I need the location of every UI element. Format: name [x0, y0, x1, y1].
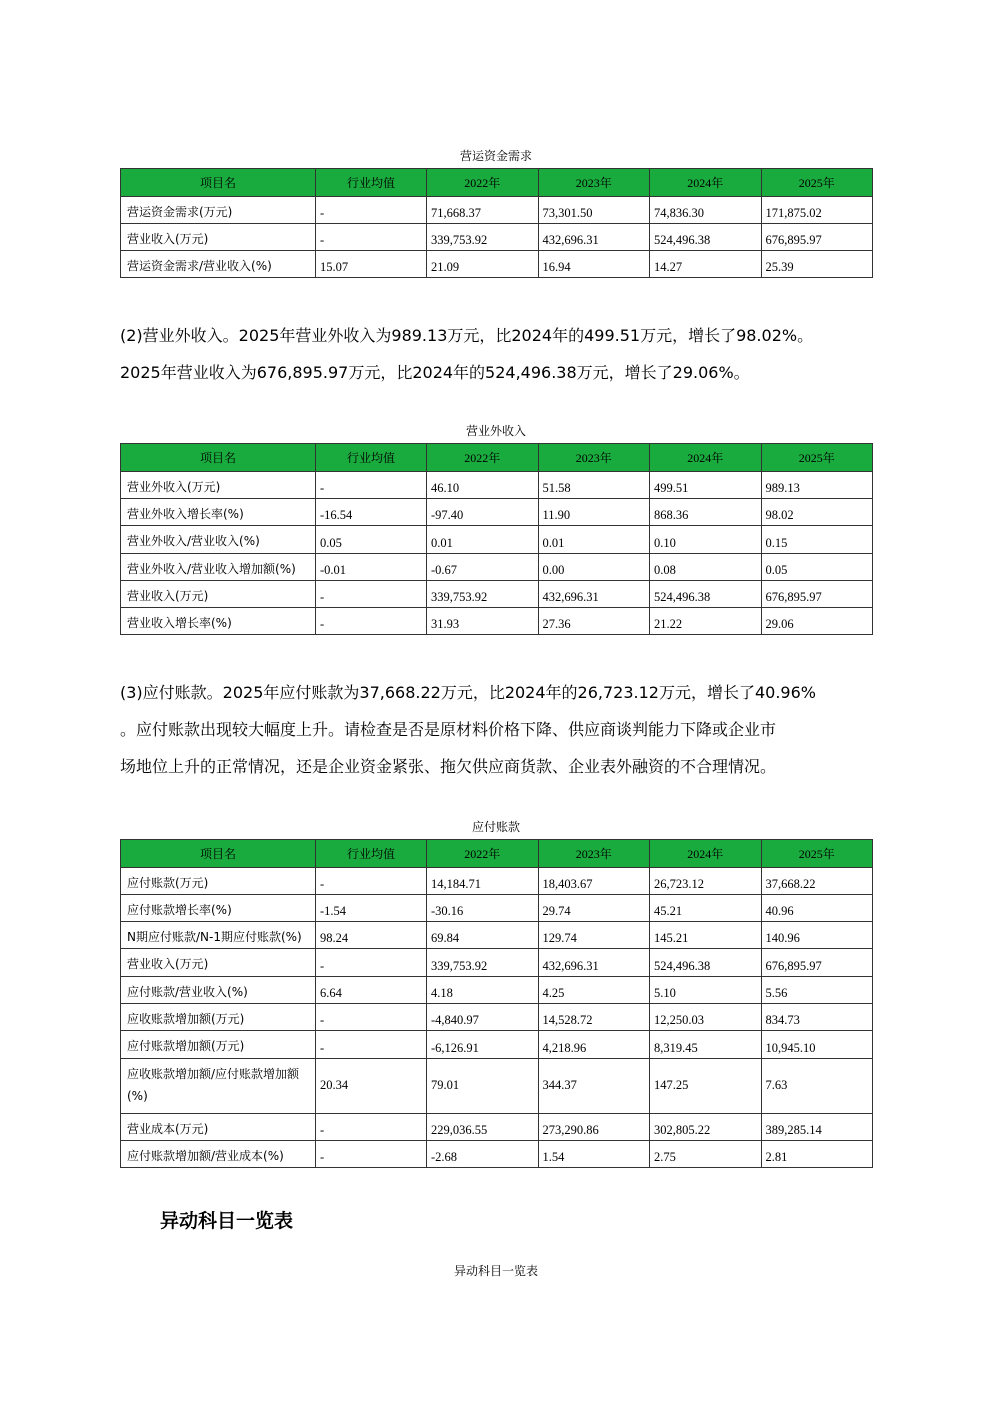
table-cell: 98.02 [761, 499, 873, 526]
column-header: 2023年 [538, 169, 650, 197]
table-cell: 0.15 [761, 526, 873, 554]
table-cell: 6.64 [316, 977, 427, 1004]
table-cell: - [316, 608, 427, 635]
table-cell: - [316, 1031, 427, 1059]
table-row [121, 251, 873, 278]
table-cell: 432,696.31 [538, 581, 650, 608]
table-cell: 676,895.97 [761, 949, 873, 977]
table-cell: 834.73 [761, 1004, 873, 1031]
table-cell: 0.05 [761, 554, 873, 581]
table-cell: 31.93 [427, 608, 539, 635]
table-cell: 0.01 [538, 526, 650, 554]
table-cell: 0.08 [650, 554, 762, 581]
row-label: 应付账款增加额/营业成本(%) [121, 1141, 316, 1168]
column-header: 2025年 [761, 444, 873, 472]
column-header: 2025年 [761, 840, 873, 868]
table-cell: 27.36 [538, 608, 650, 635]
row-label: 营业外收入(万元) [121, 472, 316, 499]
table-cell: 7.63 [761, 1059, 873, 1114]
table-cell: 339,753.92 [427, 581, 539, 608]
paragraph-line: (3)应付账款。2025年应付账款为37,668.22万元，比2024年的26,723.12万元，增长了40.96% [120, 683, 816, 702]
paragraph-line: 场地位上升的正常情况，还是企业资金紧张、拖欠供应商货款、企业表外融资的不合理情况。 [120, 757, 777, 776]
table-cell: 14,184.71 [427, 868, 539, 895]
table-cell: 20.34 [316, 1059, 427, 1114]
table-cell: 46.10 [427, 472, 539, 499]
column-header: 行业均值 [316, 444, 427, 472]
table-cell: 98.24 [316, 922, 427, 949]
table3-caption: 应付账款 [471, 820, 520, 834]
table-row [121, 895, 873, 922]
table-cell: - [316, 197, 427, 224]
table-cell: -97.40 [427, 499, 539, 526]
row-label: 应收账款增加额/应付账款增加额(%) [121, 1059, 316, 1114]
row-label: N期应付账款/N-1期应付账款(%) [121, 922, 316, 949]
table-cell: 0.01 [427, 526, 539, 554]
table-cell: 676,895.97 [761, 224, 873, 251]
table-cell: -4,840.97 [427, 1004, 539, 1031]
table-cell: 79.01 [427, 1059, 539, 1114]
table-cell: 140.96 [761, 922, 873, 949]
table-cell: 29.06 [761, 608, 873, 635]
table-cell: 0.00 [538, 554, 650, 581]
table-cell: -0.01 [316, 554, 427, 581]
table-cell: -6,126.91 [427, 1031, 539, 1059]
table-cell: 14.27 [650, 251, 762, 278]
row-label: 应付账款增长率(%) [121, 895, 316, 922]
paragraph-line: (2)营业外收入。2025年营业外收入为989.13万元，比2024年的499.51万元，增长了98.02%。 [120, 326, 814, 345]
row-label: 应收账款增加额(万元) [121, 1004, 316, 1031]
table-row [121, 554, 873, 581]
column-header: 2023年 [538, 444, 650, 472]
row-label: 应付账款/营业收入(%) [121, 977, 316, 1004]
table-cell: - [316, 581, 427, 608]
working-capital-table [120, 168, 873, 278]
table-cell: - [316, 472, 427, 499]
table-cell: 11.90 [538, 499, 650, 526]
table-row [121, 1031, 873, 1059]
table-cell: 129.74 [538, 922, 650, 949]
table-cell: 1.54 [538, 1141, 650, 1168]
row-label: 营业收入(万元) [121, 581, 316, 608]
table-row [121, 197, 873, 224]
table-header-row [121, 169, 873, 197]
paragraph-line: 2025年营业收入为676,895.97万元，比2024年的524,496.38万元，增长了29.06%。 [120, 363, 750, 382]
table-cell: 0.10 [650, 526, 762, 554]
table-cell: 14,528.72 [538, 1004, 650, 1031]
row-label: 营业收入(万元) [121, 949, 316, 977]
table-cell: 171,875.02 [761, 197, 873, 224]
table-row [121, 922, 873, 949]
table-cell: 8,319.45 [650, 1031, 762, 1059]
column-header: 项目名 [121, 169, 316, 197]
column-header: 2022年 [427, 169, 539, 197]
table-cell: 45.21 [650, 895, 762, 922]
table-cell: 524,496.38 [650, 581, 762, 608]
table-cell: -2.68 [427, 1141, 539, 1168]
table-cell: 229,036.55 [427, 1114, 539, 1141]
table-cell: 16.94 [538, 251, 650, 278]
table-row [121, 499, 873, 526]
table-cell: 389,285.14 [761, 1114, 873, 1141]
table-row [121, 977, 873, 1004]
table-cell: 676,895.97 [761, 581, 873, 608]
table-cell: -0.67 [427, 554, 539, 581]
table-cell: - [316, 1004, 427, 1031]
column-header: 2023年 [538, 840, 650, 868]
table-cell: 73,301.50 [538, 197, 650, 224]
table-cell: 4,218.96 [538, 1031, 650, 1059]
table-row [121, 1114, 873, 1141]
table-cell: 5.56 [761, 977, 873, 1004]
table-cell: 12,250.03 [650, 1004, 762, 1031]
table-cell: -16.54 [316, 499, 427, 526]
column-header: 2022年 [427, 444, 539, 472]
table-cell: 0.05 [316, 526, 427, 554]
table-cell: 147.25 [650, 1059, 762, 1114]
row-label: 营业外收入/营业收入增加额(%) [121, 554, 316, 581]
row-label: 应付账款(万元) [121, 868, 316, 895]
table-cell: -30.16 [427, 895, 539, 922]
accounts-payable-paragraph [120, 674, 880, 785]
table-cell: 432,696.31 [538, 224, 650, 251]
table-cell: 302,805.22 [650, 1114, 762, 1141]
table-cell: 37,668.22 [761, 868, 873, 895]
table1-caption: 营运资金需求 [459, 149, 532, 163]
row-label: 应付账款增加额(万元) [121, 1031, 316, 1059]
non-operating-income-table [120, 443, 873, 635]
table-cell: 69.84 [427, 922, 539, 949]
row-label: 营运资金需求/营业收入(%) [121, 251, 316, 278]
column-header: 行业均值 [316, 169, 427, 197]
table-cell: 25.39 [761, 251, 873, 278]
table-cell: 21.09 [427, 251, 539, 278]
table-row [121, 472, 873, 499]
accounts-payable-table [120, 839, 873, 1168]
table-cell: 339,753.92 [427, 949, 539, 977]
section-caption: 异动科目一览表 [453, 1264, 538, 1278]
table-cell: 71,668.37 [427, 197, 539, 224]
table-row [121, 224, 873, 251]
table-cell: 40.96 [761, 895, 873, 922]
table-cell: 273,290.86 [538, 1114, 650, 1141]
table-row [121, 1141, 873, 1168]
table-cell: - [316, 868, 427, 895]
table-cell: - [316, 1114, 427, 1141]
table-cell: 29.74 [538, 895, 650, 922]
row-label: 营业收入增长率(%) [121, 608, 316, 635]
column-header: 2022年 [427, 840, 539, 868]
table-cell: 868.36 [650, 499, 762, 526]
column-header: 项目名 [121, 444, 316, 472]
column-header: 项目名 [121, 840, 316, 868]
table-cell: 4.25 [538, 977, 650, 1004]
table-cell: 18,403.67 [538, 868, 650, 895]
table-row [121, 949, 873, 977]
table-cell: -1.54 [316, 895, 427, 922]
table-cell: 21.22 [650, 608, 762, 635]
table-cell: 74,836.30 [650, 197, 762, 224]
table-cell: 15.07 [316, 251, 427, 278]
table-cell: 2.81 [761, 1141, 873, 1168]
table-header-row [121, 444, 873, 472]
table-row [121, 1059, 873, 1114]
table-cell: 524,496.38 [650, 224, 762, 251]
table-cell: 4.18 [427, 977, 539, 1004]
table-cell: 10,945.10 [761, 1031, 873, 1059]
row-label: 营业成本(万元) [121, 1114, 316, 1141]
table-cell: 344.37 [538, 1059, 650, 1114]
table-cell: 51.58 [538, 472, 650, 499]
table-cell: - [316, 949, 427, 977]
table-cell: 2.75 [650, 1141, 762, 1168]
table-cell: 26,723.12 [650, 868, 762, 895]
table-row [121, 608, 873, 635]
table-cell: 989.13 [761, 472, 873, 499]
row-label: 营运资金需求(万元) [121, 197, 316, 224]
table-row [121, 581, 873, 608]
table-cell: - [316, 1141, 427, 1168]
non-operating-income-paragraph [120, 317, 880, 391]
table-cell: 524,496.38 [650, 949, 762, 977]
table-header-row [121, 840, 873, 868]
section-title: 异动科目一览表 [160, 1210, 294, 1232]
table-cell: 432,696.31 [538, 949, 650, 977]
table-row [121, 526, 873, 554]
table-cell: 339,753.92 [427, 224, 539, 251]
column-header: 2024年 [650, 169, 762, 197]
table-cell: - [316, 224, 427, 251]
row-label: 营业外收入/营业收入(%) [121, 526, 316, 554]
row-label: 营业收入(万元) [121, 224, 316, 251]
table-row [121, 1004, 873, 1031]
table-row [121, 868, 873, 895]
table-cell: 145.21 [650, 922, 762, 949]
table-cell: 499.51 [650, 472, 762, 499]
table-cell: 5.10 [650, 977, 762, 1004]
column-header: 2024年 [650, 444, 762, 472]
column-header: 行业均值 [316, 840, 427, 868]
paragraph-line: 。应付账款出现较大幅度上升。请检查是否是原材料价格下降、供应商谈判能力下降或企业市 [120, 720, 777, 739]
row-label: 营业外收入增长率(%) [121, 499, 316, 526]
column-header: 2024年 [650, 840, 762, 868]
column-header: 2025年 [761, 169, 873, 197]
table2-caption: 营业外收入 [465, 424, 526, 438]
